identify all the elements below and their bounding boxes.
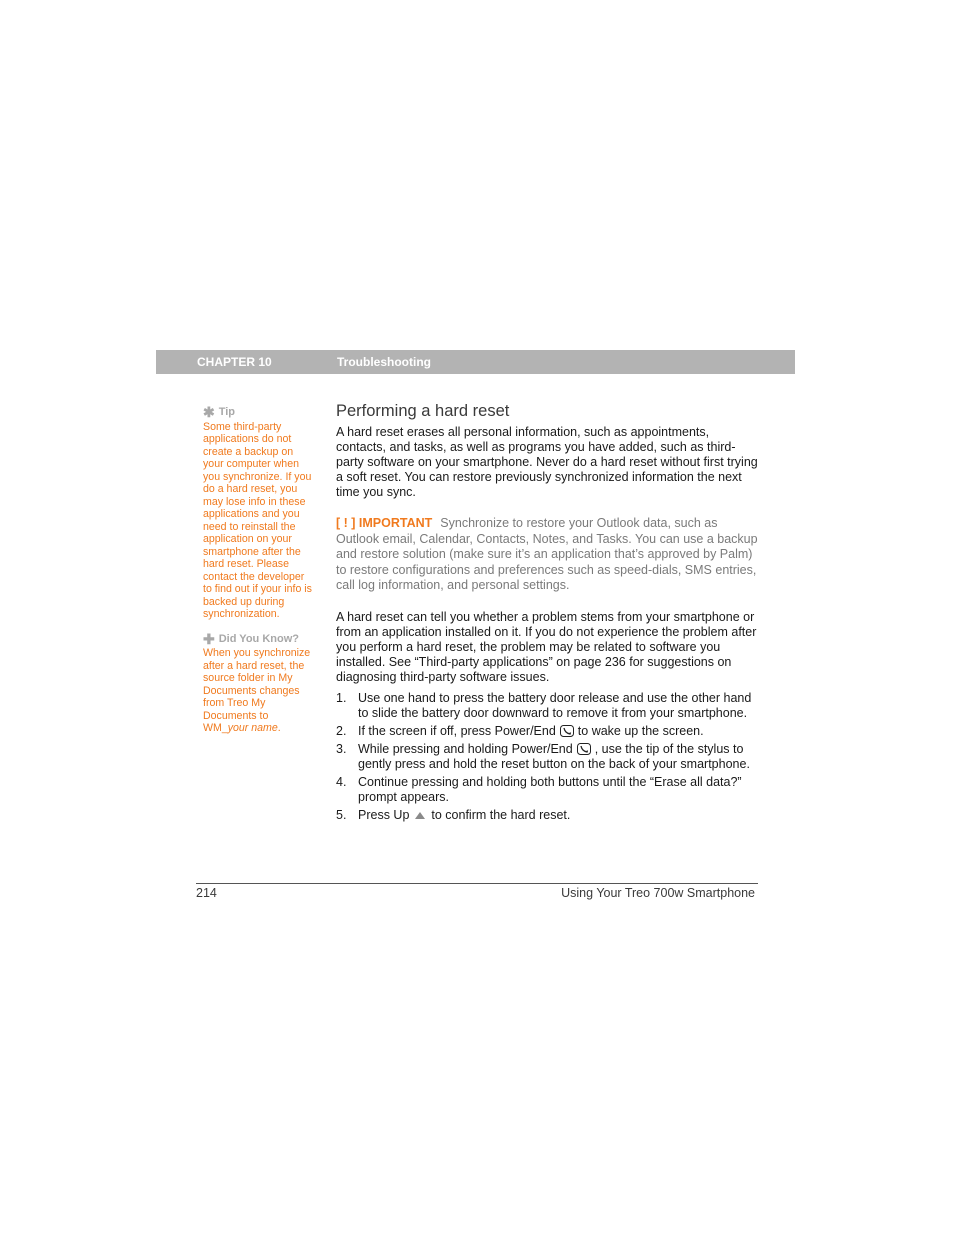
- power-end-icon: [576, 743, 592, 755]
- chapter-label: CHAPTER 10: [197, 355, 272, 369]
- step-item: 5. Press Up to confirm the hard reset.: [336, 807, 571, 822]
- step-item: 1. Use one hand to press the battery door release and use the other hand to slide the battery door downward to remove it from your smartphone.: [336, 690, 752, 720]
- tip-block: [203, 406, 315, 621]
- step-item: 4. Continue pressing and holding both buttons until the “Erase all data?” prompt appears.: [336, 774, 742, 804]
- plus-icon: ✚: [203, 630, 215, 647]
- chapter-title: Troubleshooting: [337, 355, 431, 369]
- important-text: Synchronize to restore your Outlook data, such as Outlook email, Calendar, Contacts, Notes, and Tasks. You can use a backup and restore solution (make sure it’s an application that’s approved by Palm) to restore configurations and preferences such as speed-dials, SMS entries, call log information, and personal settings.: [336, 516, 758, 593]
- up-arrow-icon: [412, 809, 428, 821]
- important-note: [336, 516, 760, 594]
- diagnosis-paragraph: A hard reset can tell you whether a problem stems from your smartphone or from an application installed on it. If you do not experience the problem after you perform a hard reset, the problem may be related to software you installed. See “Third-party applications” on page 236 for suggestions on diagnosing third-party software issues.: [336, 609, 757, 684]
- chapter-header-bar: [156, 350, 795, 374]
- power-end-icon: [559, 725, 575, 737]
- main-content: [336, 401, 760, 826]
- tip-label: Tip: [218, 406, 236, 418]
- intro-paragraph: A hard reset erases all personal information, such as appointments, contacts, and tasks, as well as programs you have added, such as third-party software on your smartphone. Never do a hard reset without first trying a soft reset. You can restore previously synchronized information the next time you sync.: [336, 425, 758, 499]
- tip-text: Some third-party applications do not create a backup on your computer when you synchronize. If you do a hard reset, you may lose info in these applications and you need to reinstall the application on your smartphone after the hard reset. Please contact the developer to find out if your info is backed up during synchronization.: [203, 420, 312, 620]
- steps-list: [336, 691, 760, 823]
- sidebar: [203, 406, 315, 735]
- important-label: [ ! ] IMPORTANT: [336, 516, 433, 530]
- did-you-know-label: Did You Know?: [218, 632, 299, 645]
- asterisk-icon: ✱: [203, 404, 215, 421]
- footer-divider: [196, 883, 758, 884]
- section-title: Performing a hard reset: [336, 402, 510, 420]
- did-you-know-text: When you synchronize after a hard reset, the source folder in My Documents changes from Treo My Documents to WM_your name.: [203, 647, 311, 734]
- step-item: 2. If the screen if off, press Power/End to wake up the screen.: [336, 723, 704, 738]
- book-title: Using Your Treo 700w Smartphone: [561, 886, 755, 900]
- did-you-know-block: [203, 630, 315, 735]
- page-number: 214: [196, 886, 217, 900]
- step-item: 3. While pressing and holding Power/End , use the tip of the stylus to gently press and hold the reset button on the back of your smartphone.: [336, 741, 750, 771]
